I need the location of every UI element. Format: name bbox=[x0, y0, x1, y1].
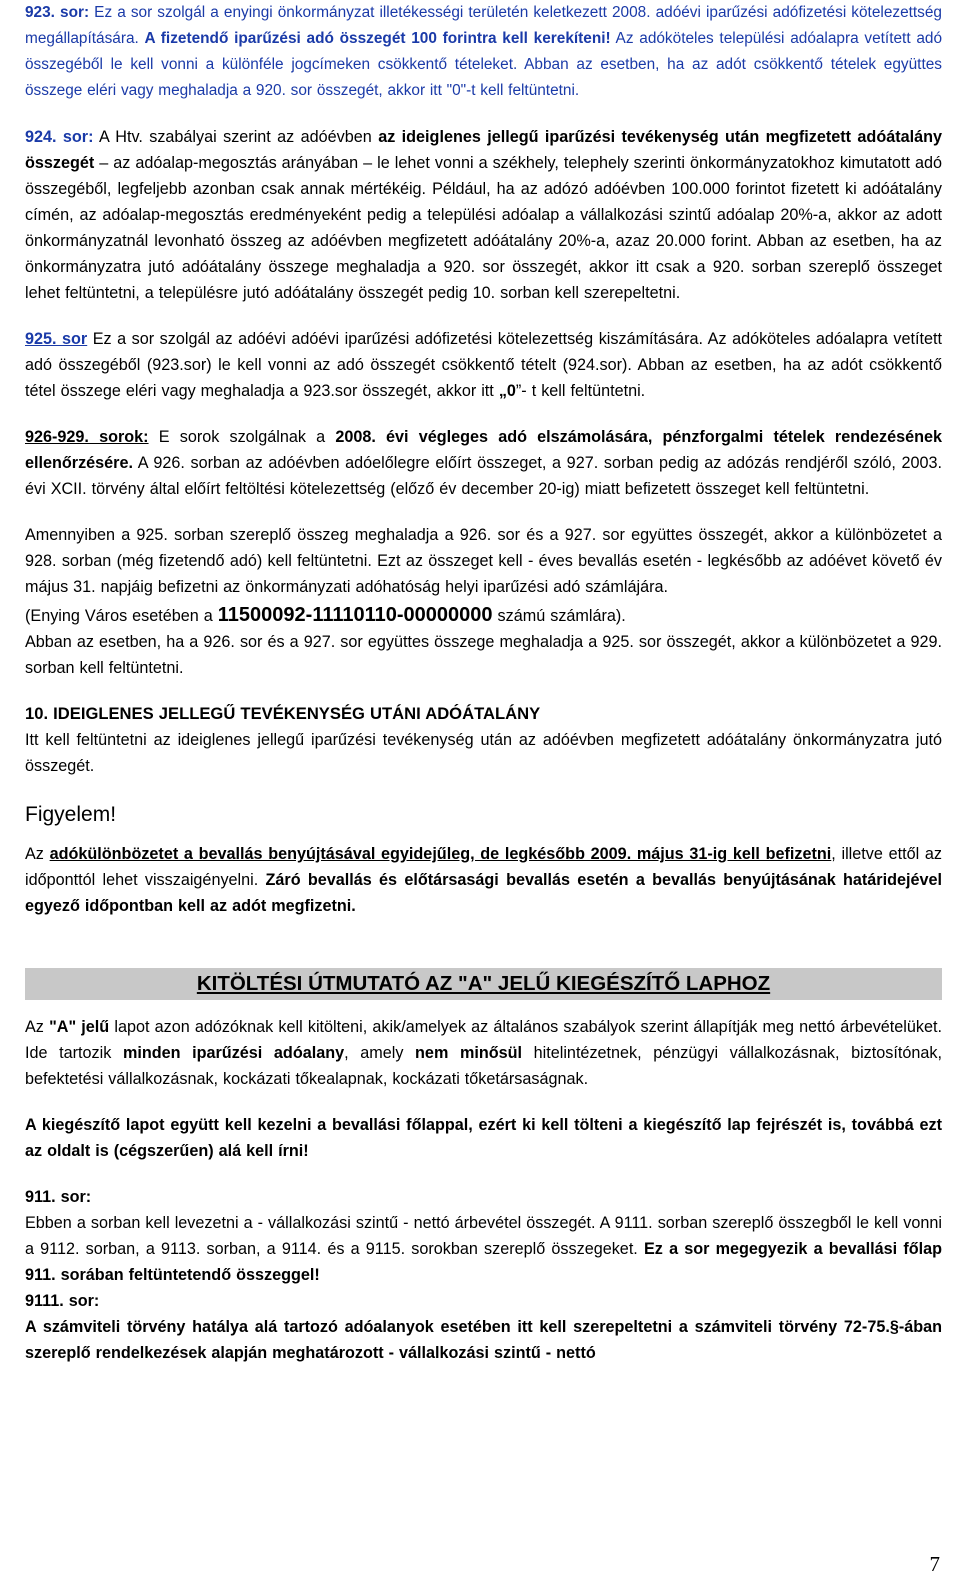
row-label-925: 925. sor bbox=[25, 330, 88, 348]
text: számú számlára). bbox=[492, 607, 626, 625]
text: Ebben a sorban kell levezetni a - vállalkozási szintű - nettó árbevétel összegét. A 9111. sorban szereplő összegből le kell vonni a 9112. sorban, a 9113. sorban, a 9114. és a 9115. sorokban szereplő összegeket. bbox=[25, 1214, 942, 1258]
row-label-9111 bbox=[25, 1288, 942, 1314]
row-label-911 bbox=[25, 1184, 942, 1210]
text: Abban az esetben, ha a 926. sor és a 927. sor együttes összege meghaladja a 925. sor összegét, akkor a különbözetet a 929. sorban kell feltüntetni. bbox=[25, 633, 942, 677]
paragraph-9111 bbox=[25, 1314, 942, 1366]
spacer bbox=[25, 681, 942, 701]
paragraph-924 bbox=[25, 124, 942, 306]
text: Az bbox=[25, 845, 50, 863]
text: hitelintézetnek, pénzügyi vállalkozásnak, biztosítónak, befektetési vállalkozásnak, kockázati tőkealapnak, kockázati tőketársaságnak. bbox=[25, 1044, 942, 1088]
spacer bbox=[25, 1000, 942, 1014]
text: 911. sor: bbox=[25, 1188, 92, 1206]
text: minden iparűzési adóalany bbox=[122, 1044, 345, 1062]
row-label-926-929: 926-929. sorok: bbox=[25, 428, 149, 446]
paragraph-abban bbox=[25, 629, 942, 681]
text: Ez a sor megegyezik a bevallási főlap 911. sorában feltüntetendő összeggel! bbox=[25, 1240, 942, 1284]
page-number: 7 bbox=[929, 1552, 940, 1576]
text: "A" jelű bbox=[49, 1018, 110, 1036]
paragraph-amennyiben bbox=[25, 522, 942, 600]
paragraph-925 bbox=[25, 326, 942, 404]
spacer bbox=[25, 779, 942, 799]
text: , amely bbox=[344, 1044, 416, 1062]
spacer bbox=[25, 502, 942, 522]
paragraph-911 bbox=[25, 1210, 942, 1288]
text: ”- t kell feltüntetni. bbox=[515, 382, 646, 400]
paragraph-figyelem bbox=[25, 841, 942, 919]
account-number: 11500092-11110110-00000000 bbox=[217, 604, 493, 626]
text: az ideiglenes jellegű iparűzési tevékenység után megfizetett adóátalány összegét bbox=[25, 128, 942, 172]
paragraph-kiegeszito bbox=[25, 1112, 942, 1164]
text: (Enying Város esetében a bbox=[25, 607, 218, 625]
text: A fizetendő iparűzési adó összegét 100 forintra kell kerekíteni! bbox=[144, 30, 611, 47]
text: „0 bbox=[498, 382, 516, 400]
row-label-924: 924. sor: bbox=[25, 128, 94, 146]
paragraph-926-929 bbox=[25, 424, 942, 502]
spacer bbox=[25, 404, 942, 424]
text: adókülönbözetet a bevallás benyújtásával egyidejűleg, de legkésőbb 2009. május 31-ig kell befizetni bbox=[49, 845, 832, 863]
spacer bbox=[25, 1092, 942, 1112]
figyelem-heading: Figyelem! bbox=[25, 803, 117, 826]
spacer bbox=[25, 104, 942, 124]
text: Abban az esetben, ha az adót csökkentő tételek együttes összege eléri vagy meghaladja a 920. sor összegét, akkor itt "0"-t kell feltüntetni. bbox=[25, 56, 942, 99]
text: , illetve ettől az időponttól lehet visszaigényelni. bbox=[25, 845, 942, 889]
text: nem minősül bbox=[415, 1044, 523, 1062]
text: Az bbox=[25, 1018, 50, 1036]
kitoltesi-utmutato-heading: KITÖLTÉSI ÚTMUTATÓ AZ "A" JELŰ KIEGÉSZÍTŐ LAPHOZ bbox=[25, 968, 942, 1000]
document-page bbox=[25, 0, 942, 1366]
text: A 926. sorban az adóévben adóelőlegre előírt összeget, a 927. sorban pedig az adózás rendjéről szóló, 2003. évi XCII. törvény által előírt feltöltési kötelezettség (előző év december 20-ig) miatt befizetett összeget kell feltüntetni. bbox=[25, 454, 942, 498]
row-label-923: 923. sor: bbox=[25, 4, 90, 21]
text: 9111. sor: bbox=[25, 1292, 100, 1310]
text: 2008. évi végleges adó elszámolására, pénzforgalmi tételek rendezésének ellenőrzésére. bbox=[25, 428, 943, 472]
text: A számviteli törvény hatálya alá tartozó adóalanyok esetében itt kell szerepeltetni a számviteli törvény 72-75.§-ában szereplő rendelkezések alapján meghatározott - vállalkozási szintű - nettó bbox=[25, 1318, 942, 1362]
text: A Htv. szabályai szerint az adóévben bbox=[93, 128, 379, 146]
spacer bbox=[25, 919, 942, 964]
paragraph-a-lap bbox=[25, 1014, 942, 1092]
section-10-heading: 10. IDEIGLENES JELLEGŰ TEVÉKENYSÉG UTÁNI ADÓÁTALÁNY bbox=[25, 704, 541, 723]
text: Záró bevallás és előtársasági bevallás esetén a bevallás benyújtásának határidejével egyező időpontban kell az adót megfizetni. bbox=[25, 871, 942, 915]
paragraph-enying-account bbox=[25, 602, 942, 629]
text: A kiegészítő lapot együtt kell kezelni a bevallási főlappal, ezért ki kell tölteni a kiegészítő lap fejrészét is, továbbá ezt az oldalt is (cégszerűen) alá kell írni! bbox=[25, 1116, 942, 1160]
section-10-text: Itt kell feltüntetni az ideiglenes jellegű iparűzési tevékenység után az adóévben megfizetett adóátalány önkormányzatra jutó összegét. bbox=[25, 731, 942, 775]
text: Az adóköteles települési adóalapra vetített adó összegéből le kell vonni a különféle jogcímeken csökkentő tételeket. bbox=[25, 30, 943, 73]
spacer bbox=[25, 831, 942, 841]
text: Ez a sor szolgál a enyingi önkormányzat illetékességi területén keletkezett 2008. adóévi iparűzési adófizetési kötelezettség megállapítására. bbox=[25, 4, 942, 47]
text: E sorok szolgálnak a bbox=[148, 428, 336, 446]
text: lapot azon adózóknak kell kitölteni, akik/amelyek az általános szabályok szerint állapítják meg nettó árbevételüket. Ide tartozik bbox=[25, 1018, 942, 1062]
text: Amennyiben a 925. sorban szereplő összeg meghaladja a 926. sor és a 927. sor együttes összegét, akkor a különbözetet a 928. sorban (még fizetendő adó) kell feltüntetni. Ezt az összeget kell - éves bevallás esetén - legkésőbb az adóévet követő év május 31. napjáig befizetni az önkormányzati adóhatóság helyi iparűzési adó számlájára. bbox=[25, 526, 942, 596]
paragraph-923 bbox=[25, 0, 942, 104]
text: Ez a sor szolgál az adóévi adóévi iparűzési adófizetési kötelezettség kiszámítására. Az adóköteles adóalapra vetített adó összegéből (923.sor) le kell vonni az adó összegét csökkentő tételt (924.sor). Abban az esetben, ha az adót csökkentő tétel összege eléri vagy meghaladja a 923.sor összegét, akkor itt bbox=[25, 330, 942, 400]
text: – az adóalap-megosztás arányában – le lehet vonni a székhely, telephely szerinti önkormányzatokhoz kimutatott adó összegéből, legfeljebb azonban csak annak mértékéig. Például, ha az adózó adóévben 100.000 forintot fizetett ki adóátalány címén, az adóalap-megosztás eredményeként pedig a települési adóalap a vállalkozási szintű adóalap 20%-a, akkor az adott önkormányzatnál levonható összeg az adóévben megfizetett adóátalány 20%-a, azaz 20.000 forint. Abban az esetben, ha az önkormányzatra jutó adóátalány összege meghaladja a 920. sor összegét, akkor itt csak a 920. sorban szereplő összeget lehet feltüntetni, a településre jutó adóátalány összegét pedig 10. sorban kell szerepeltetni. bbox=[25, 154, 942, 302]
spacer bbox=[25, 1164, 942, 1184]
spacer bbox=[25, 306, 942, 326]
